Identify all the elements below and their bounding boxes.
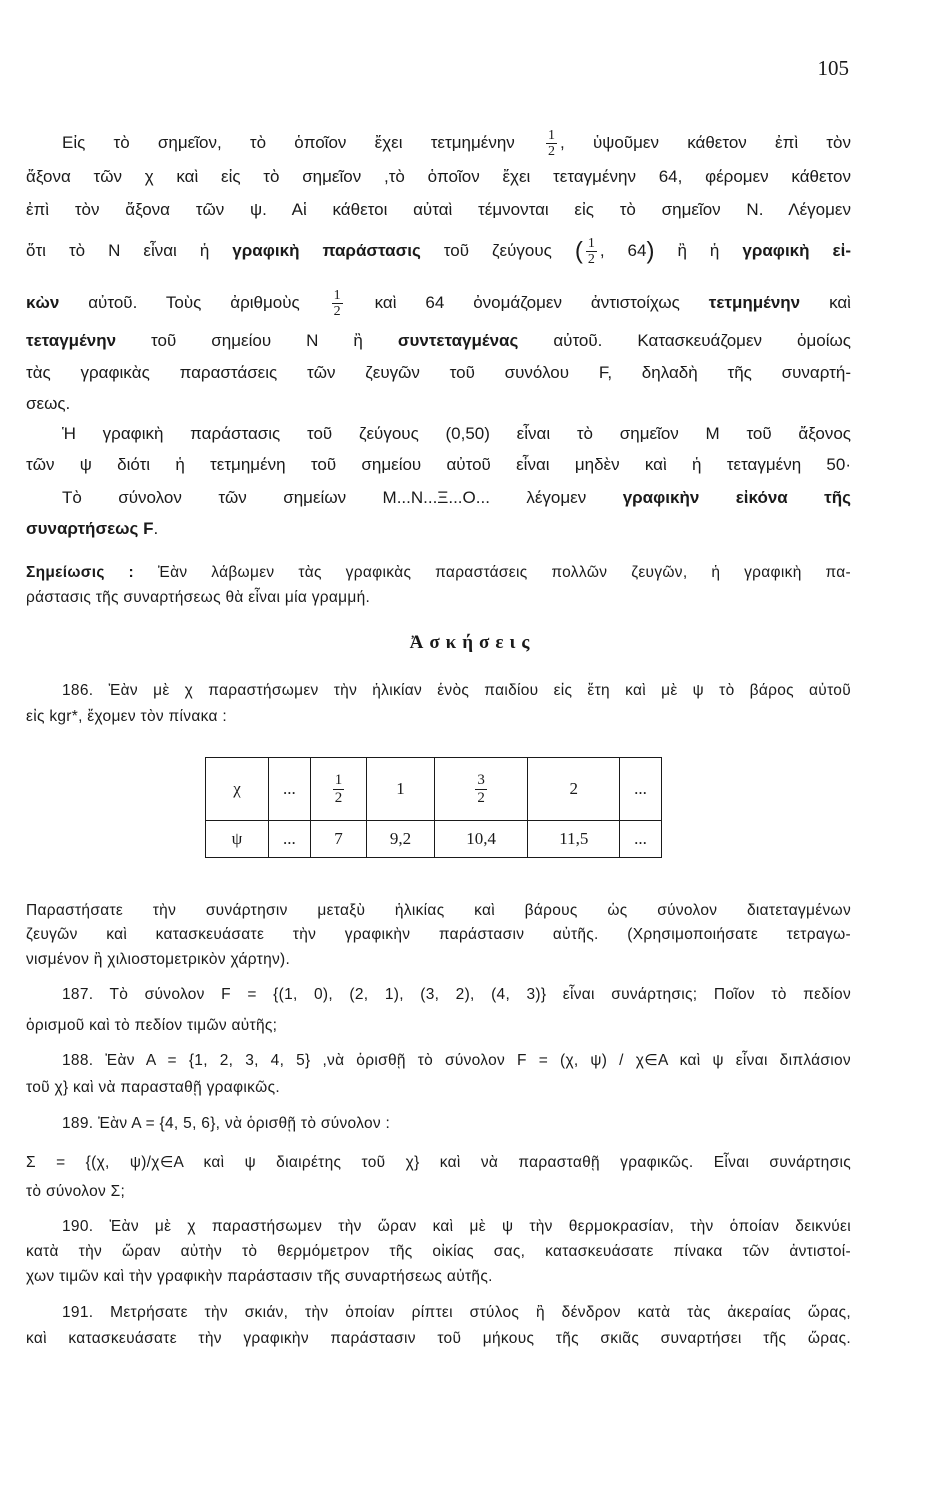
paragraph-2-line-2: τῶν ψ διότι ἡ τετμημένη τοῦ σημείου αὐτοῦ εἶναι μηδὲν καὶ ἡ τεταγμένη 50· — [26, 455, 851, 474]
exercise-190-line-1: 190. Ἐὰν μὲ χ παραστήσωμεν τὴν ὥραν καὶ μὲ ψ τὴν θερμοκρασίαν, τὴν ὁποίαν δεικνύει — [62, 1218, 851, 1235]
table-cell — [310, 758, 366, 821]
age-weight-table — [205, 757, 662, 858]
table-cell: ... — [269, 758, 311, 821]
exercise-189-line-2: Σ = {(χ, ψ)/χ∈Α καὶ ψ διαιρέτης τοῦ χ} καὶ νὰ παρασταθῇ γραφικῶς. Εἶναι συνάρτησις — [26, 1154, 851, 1171]
fraction-one-half: $\frac{1}{2}$ — [333, 288, 341, 319]
table-cell: 11,5 — [528, 821, 620, 858]
note-line-1: Σημείωσις : Ἐὰν λάβωμεν τὰς γραφικὰς παραστάσεις πολλῶν ζευγῶν, ἡ γραφικὴ πα- — [26, 564, 852, 581]
exercise-186-line-1: 186. Ἐὰν μὲ χ παραστήσωμεν τὴν ἡλικίαν ἑνὸς παιδίου εἰς ἔτη καὶ μὲ ψ τὸ βάρος αὐτοῦ — [62, 682, 851, 699]
table-cell: 1 — [367, 758, 435, 821]
table-cell: 9,2 — [367, 821, 435, 858]
exercise-190-line-2: κατὰ τὴν ὥραν αὐτὴν τὸ θερμόμετρον τῆς οἰκίας σας, κατασκευάσατε πίνακα τῶν ἀντιστοί- — [26, 1243, 851, 1260]
exercise-188-line-2: τοῦ χ} καὶ νὰ παρασταθῇ γραφικῶς. — [26, 1079, 280, 1096]
exercise-189-line-1: 189. Ἐὰν Α = {4, 5, 6}, νὰ ὁρισθῇ τὸ σύνολον : — [62, 1115, 391, 1132]
table-cell: 2 — [528, 758, 620, 821]
fraction-one-half: $\frac{1}{2}$ — [587, 236, 595, 267]
paragraph-1-line-6: τεταγμένην τοῦ σημείου Ν ἢ συντεταγμένας αὐτοῦ. Κατασκευάζομεν ὁμοίως — [26, 331, 851, 350]
exercise-191-line-2: καὶ κατασκευάσατε τὴν γραφικὴν παράστασιν τοῦ μήκους τῆς σκιᾶς συναρτήσει τῆς ὥρας. — [26, 1330, 851, 1347]
exercise-188-line-1: 188. Ἐὰν Α = {1, 2, 3, 4, 5} ,νὰ ὁρισθῇ τὸ σύνολον F = (χ, ψ) / χ∈Α καὶ ψ εἶναι διπλάσιον — [62, 1052, 851, 1069]
note-line-2: ράστασις τῆς συναρτήσεως θὰ εἶναι μία γραμμή. — [26, 589, 371, 606]
exercise-187-line-1: 187. Τὸ σύνολον F = {(1, 0), (2, 1), (3, 2), (4, 3)} εἶναι συνάρτησις; Ποῖον τὸ πεδίον — [62, 986, 851, 1003]
exercise-189-line-3: τὸ σύνολον Σ; — [26, 1183, 126, 1200]
exercise-186-line-2: εἰς kgr*, ἔχομεν τὸν πίνακα : — [26, 708, 227, 725]
paragraph-3-line-2: συναρτήσεως F. — [26, 519, 159, 538]
fraction-cell: $\frac{3}{2}$ — [477, 771, 485, 806]
paragraph-3-line-1: Τὸ σύνολον τῶν σημείων Μ...Ν...Ξ...Ο... λέγομεν γραφικὴν εἰκόνα τῆς — [62, 488, 851, 507]
exercises-heading: Ἀσκήσεις — [409, 632, 536, 653]
paragraph-2-line-1: Ἡ γραφικὴ παράστασις τοῦ ζεύγους (0,50) εἶναι τὸ σημεῖον Μ τοῦ ἄξονος — [62, 424, 851, 443]
table-cell: ... — [620, 821, 662, 858]
table-row-y — [206, 821, 662, 858]
exercise-191-line-1: 191. Μετρήσατε τὴν σκιάν, τὴν ὁποίαν ρίπτει στύλος ἢ δένδρον κατὰ τὰς ἀκεραίας ὥρας, — [62, 1304, 851, 1321]
exercise-186-line-3: Παραστήσατε τὴν συνάρτησιν μεταξὺ ἡλικίας καὶ βάρους ὡς σύνολον διατεταγμένων — [26, 902, 851, 919]
table-cell: 7 — [310, 821, 366, 858]
table-cell: 10,4 — [434, 821, 528, 858]
table-row-x — [206, 758, 662, 821]
paragraph-1-line-1: Εἰς τὸ σημεῖον, τὸ ὁποῖον ἔχει τετμημένην $\frac{1}{2}$ , ὑψοῦμεν κάθετον ἐπὶ τὸν — [62, 128, 851, 159]
paragraph-1-line-4: ὅτι τὸ Ν εἶναι ἡ γραφικὴ παράστασις τοῦ ζεύγους ( $\frac{1}{2}$ , 64) ἢ ἡ γραφικὴ εἰ- — [26, 236, 851, 267]
table-cell: ... — [620, 758, 662, 821]
table-cell: ψ — [206, 821, 269, 858]
fraction-one-half: $\frac{1}{2}$ — [548, 128, 556, 159]
paragraph-1-line-2: ἄξονα τῶν χ καὶ εἰς τὸ σημεῖον ,τὸ ὁποῖον ἔχει τεταγμένην 64, φέρομεν κάθετον — [26, 167, 851, 186]
page-number: 105 — [817, 56, 849, 80]
fraction-cell: $\frac{1}{2}$ — [334, 771, 343, 806]
exercise-190-line-3: χων τιμῶν καὶ τὴν γραφικὴν παράστασιν τῆς συναρτήσεως αὐτῆς. — [26, 1268, 493, 1285]
paragraph-1-line-7: τὰς γραφικὰς παραστάσεις τῶν ζευγῶν τοῦ συνόλου F, δηλαδὴ τῆς συναρτή- — [26, 363, 851, 382]
table-cell: χ — [206, 758, 269, 821]
note-label: Σημείωσις : — [26, 564, 135, 581]
exercise-186-line-4: ζευγῶν καὶ κατασκευάσατε τὴν γραφικὴν παράστασιν αὐτῆς. (Χρησιμοποιήσατε τετραγω- — [26, 926, 851, 943]
paragraph-1-line-3: ἐπὶ τὸν ἄξονα τῶν ψ. Αἱ κάθετοι αὐταὶ τέμνονται εἰς τὸ σημεῖον Ν. Λέγομεν — [26, 200, 851, 219]
paragraph-1-line-8: σεως. — [26, 394, 71, 413]
table-cell — [434, 758, 528, 821]
table-cell: ... — [269, 821, 311, 858]
paragraph-1-line-5: κὼν αὐτοῦ. Τοὺς ἀριθμοὺς $\frac{1}{2}$ καὶ 64 ὀνομάζομεν ἀντιστοίχως τετμημένην καὶ — [26, 288, 851, 319]
exercise-187-line-2: ὁρισμοῦ καὶ τὸ πεδίον τιμῶν αὐτῆς; — [26, 1017, 278, 1034]
exercise-186-line-5: νισμένον ἢ χιλιοστομετρικὸν χάρτην). — [26, 951, 291, 968]
